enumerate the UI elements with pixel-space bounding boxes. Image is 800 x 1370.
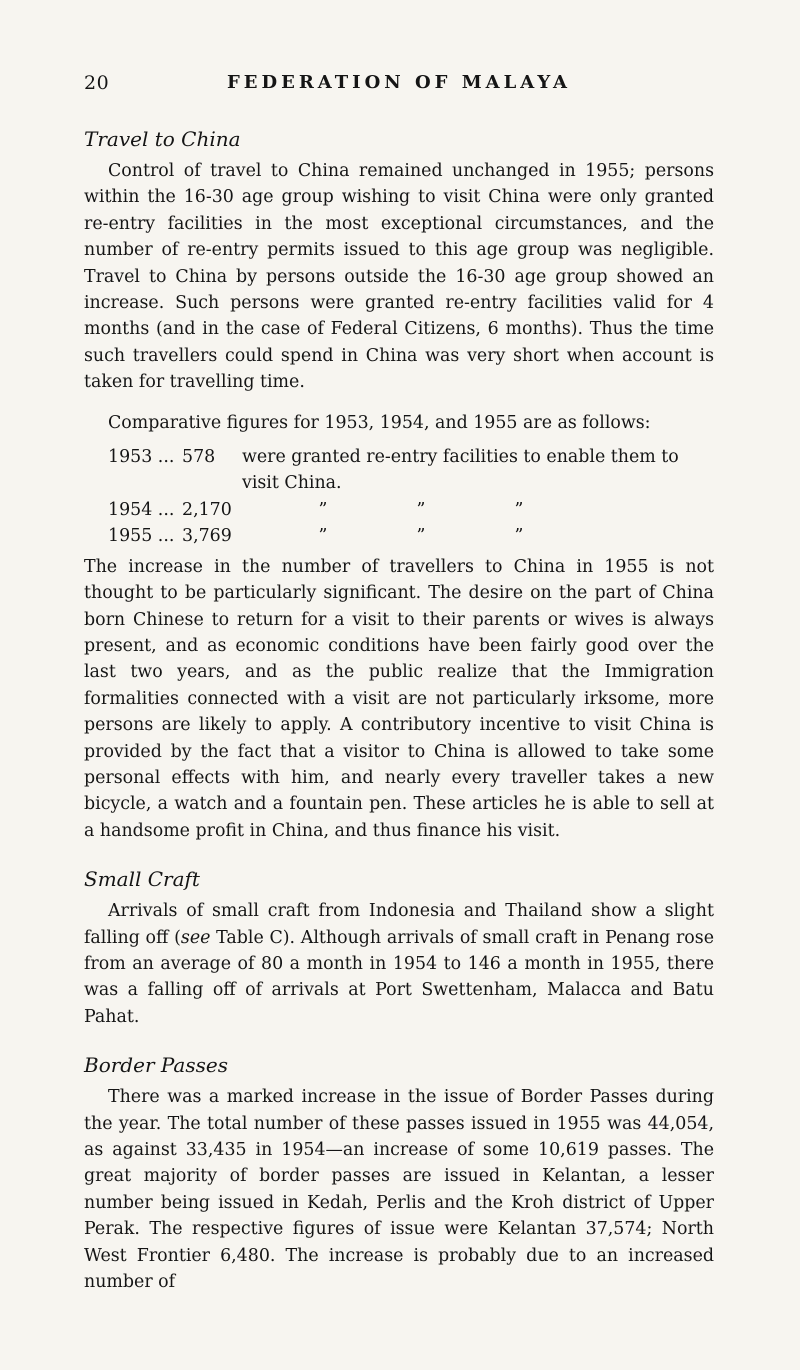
figure-row-1953 <box>84 444 714 497</box>
see-reference: see <box>180 927 211 948</box>
figure-row-1954 <box>84 497 714 523</box>
travel-paragraph-1: Control of travel to China remained unchanged in 1955; persons within the 16-30 age group wishing to visit China were only granted re-entry facilities in the most exceptional circumstances, and the number of re-entry permits issued to this age group was negligible. Travel to China by persons outside the 16-30 age group showed an increase. Such persons were granted re-entry facilities valid for 4 months (and in the case of Federal Citizens, 6 months). Thus the time such travellers could spend in China was very short when account is taken for travelling time. <box>84 161 714 393</box>
figure-value: 3,769 <box>182 526 232 547</box>
document-page <box>84 72 714 1295</box>
ditto-mark: ” <box>318 526 328 547</box>
figure-year: 1955 ... <box>108 526 175 547</box>
ditto-mark: ” <box>318 499 328 520</box>
small-craft-paragraph <box>84 898 714 1030</box>
figure-year: 1954 ... <box>108 499 175 520</box>
ditto-mark: ” <box>416 526 426 547</box>
travel-paragraph-2: The increase in the number of travellers to China in 1955 is not thought to be particularly significant. The desire on the part of China born Chinese to return for a visit to their parents or wives is always present, and as economic conditions have been fairly good over the last two years, and as the public realize that the Immigration formalities connected with a visit are not particularly irksome, more persons are likely to apply. A contributory incentive to visit China is provided by the fact that a visitor to China is allowed to take some personal effects with him, and nearly every traveller takes a new bicycle, a watch and a fountain pen. These articles he is able to sell at a handsome profit in China, and thus finance his visit. <box>84 556 714 841</box>
border-passes-paragraph: There was a marked increase in the issue of Border Passes during the year. The total number of these passes issued in 1955 was 44,054, as against 33,435 in 1954—an increase of some 10,619 passes. The great majority of border passes are issued in Kelantan, a lesser number being issued in Kedah, Perlis and the Kroh district of Upper Perak. The respective figures of issue were Kelantan 37,574; North West Frontier 6,480. The increase is probably due to an increased number of <box>84 1087 714 1293</box>
figure-row-1955 <box>84 523 714 549</box>
ditto-mark: ” <box>514 526 524 547</box>
small-craft-text-before: Arrivals of small craft from Indonesia and Thailand show a slight falling off ( <box>84 901 714 948</box>
heading-small-craft: Small Craft <box>84 867 200 892</box>
heading-travel-to-china: Travel to China <box>84 127 241 151</box>
page-number: 20 <box>84 72 110 94</box>
figure-description: were granted re-entry facilities to enable them to visit China. <box>242 447 679 494</box>
running-head <box>84 72 714 108</box>
book-title: FEDERATION OF MALAYA <box>227 72 571 93</box>
figures-intro: Comparative figures for 1953, 1954, and 1955 are as follows: <box>108 412 651 433</box>
figure-year: 1953 ... <box>108 447 175 468</box>
figure-value: 2,170 <box>182 499 232 520</box>
ditto-mark: ” <box>514 499 524 520</box>
ditto-mark: ” <box>416 499 426 520</box>
heading-border-passes: Border Passes <box>84 1053 228 1078</box>
small-craft-text-after: Table C). Although arrivals of small craft in Penang rose from an average of 80 a month in 1954 to 146 a month in 1955, there was a falling off of arrivals at Port Swettenham, Malacca and Batu Pahat. <box>84 927 714 1027</box>
figure-value: 578 <box>182 447 216 468</box>
comparative-figures <box>84 444 714 550</box>
